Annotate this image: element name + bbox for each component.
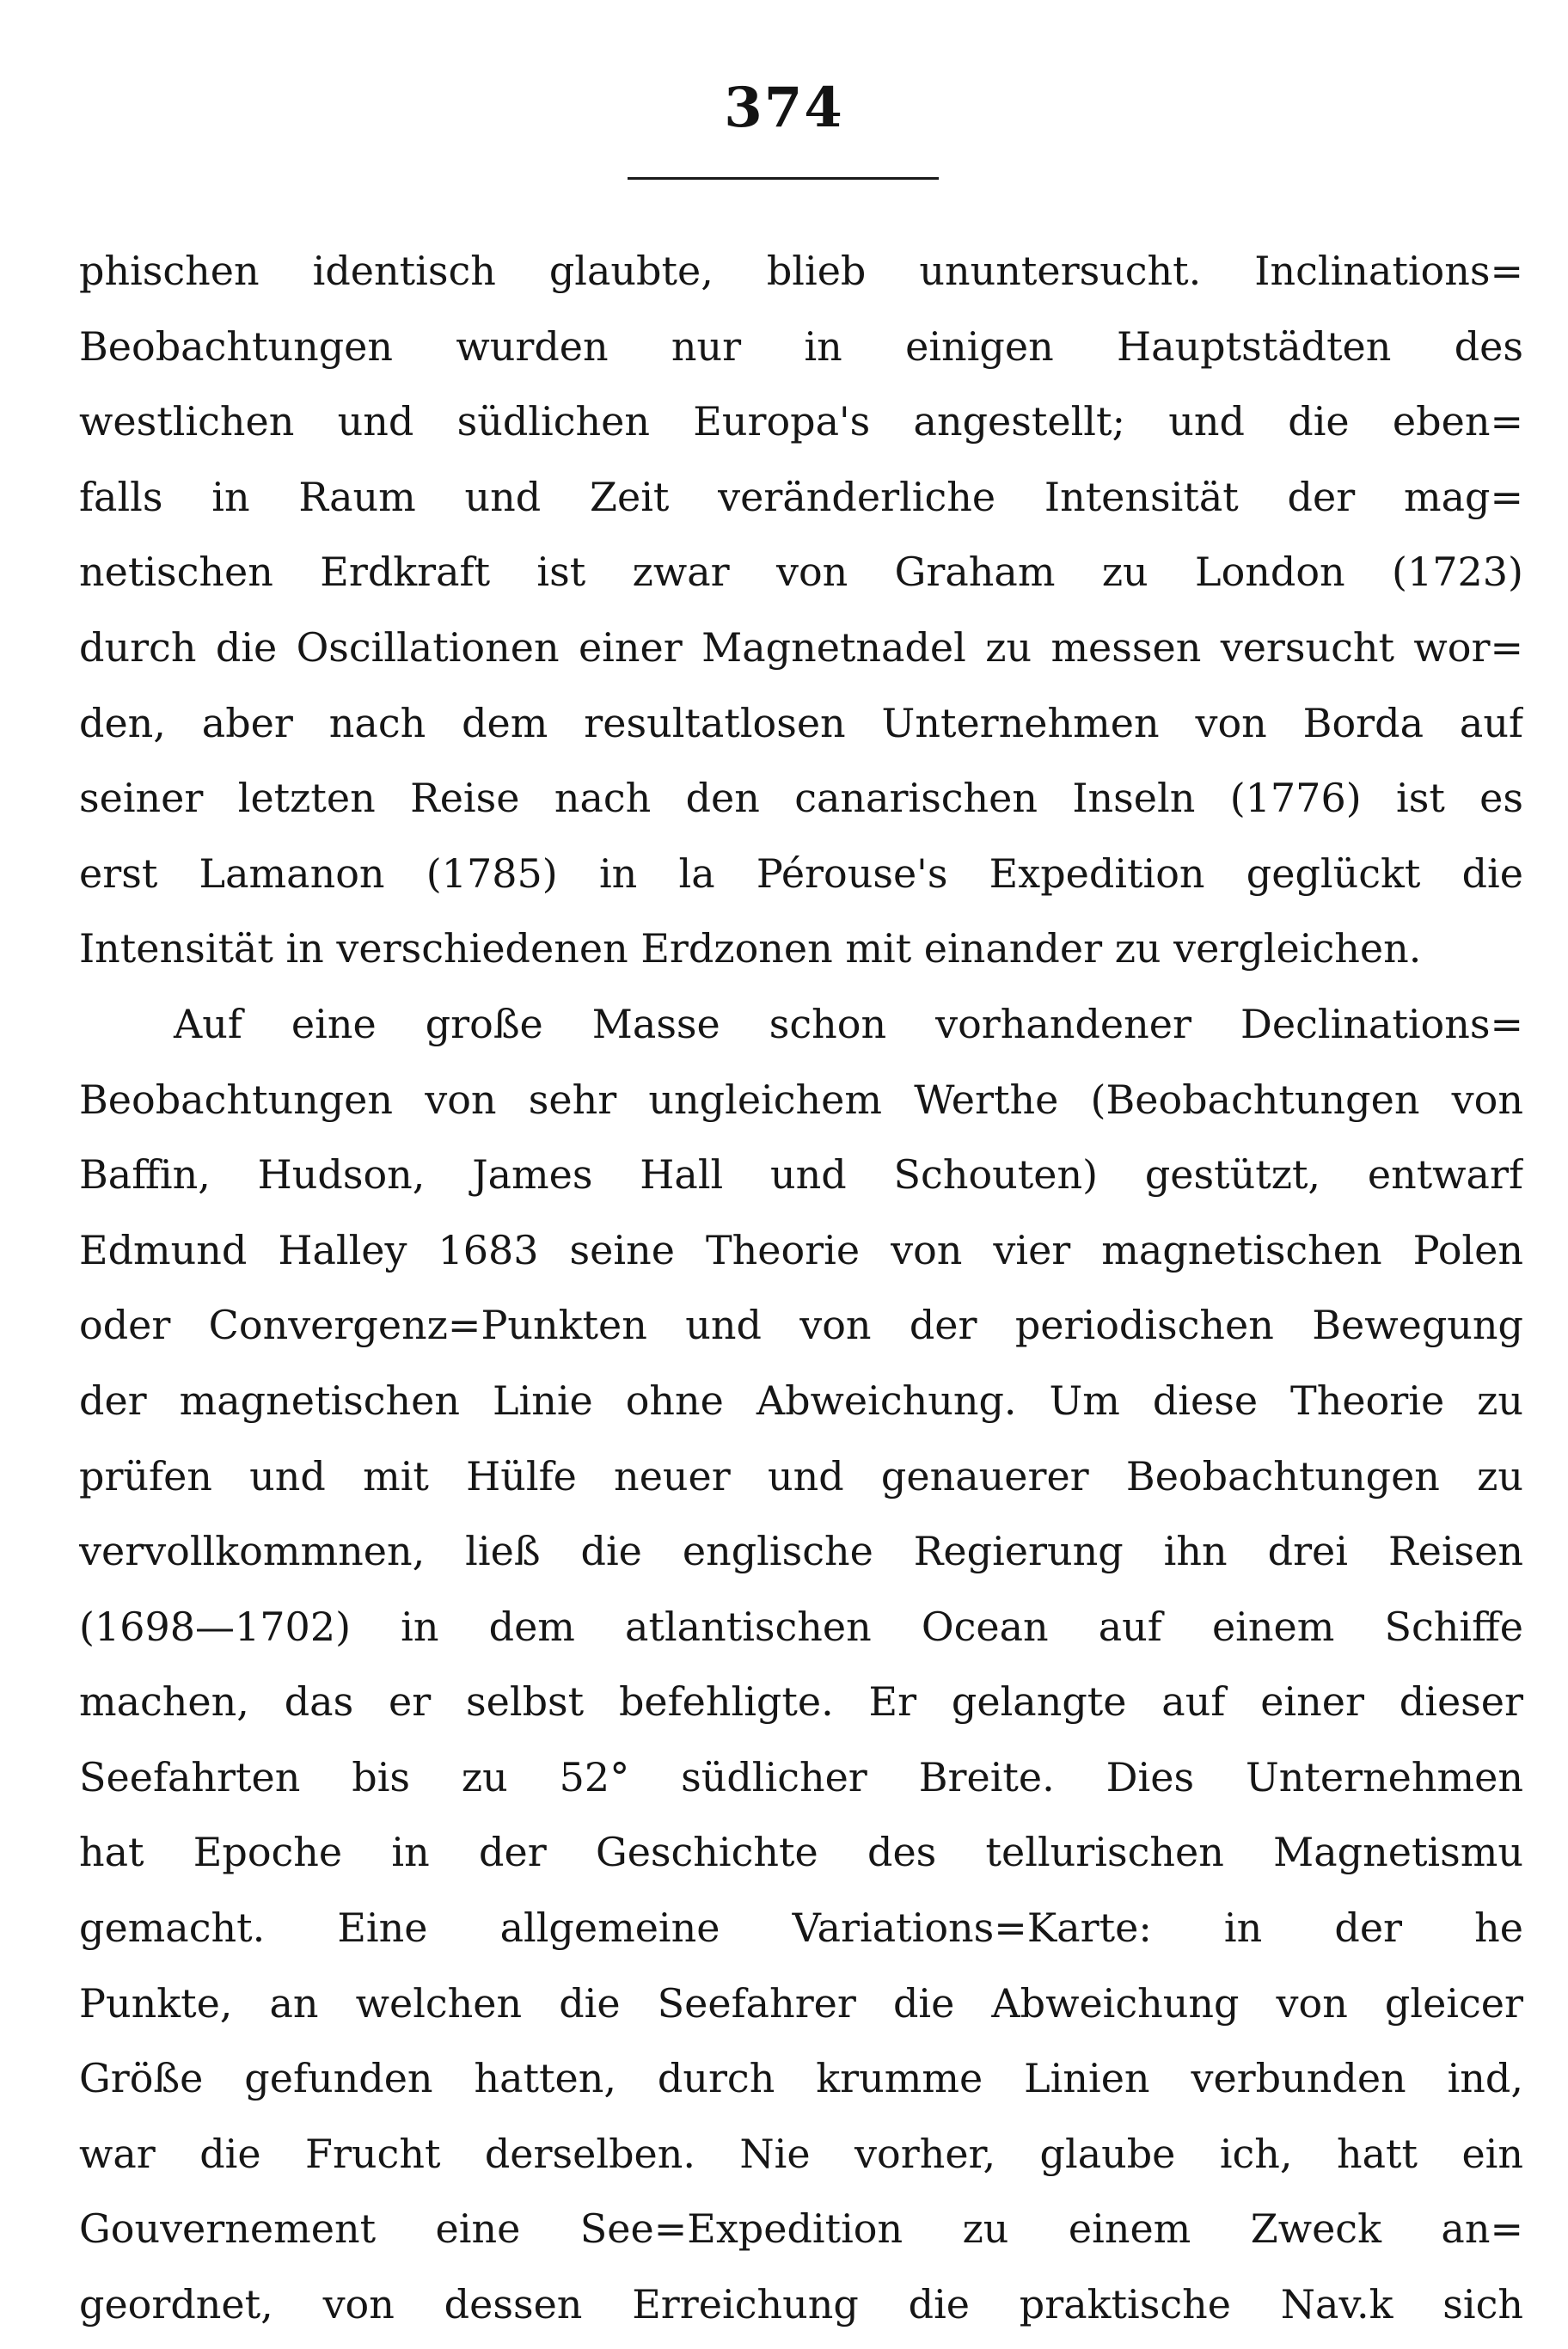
text-line: Intensität in verschiedenen Erdzonen mit einander zu vergleichen.: [79, 925, 1422, 972]
text-line: Baffin, Hudson, James Hall und Schouten) gestützt, entwarf: [79, 1151, 1523, 1199]
text-line: Gouvernement eine See=Expedition zu einem Zweck an=: [79, 2205, 1523, 2253]
text-line: Beobachtungen von sehr ungleichem Werthe (Beobachtungen von: [79, 1076, 1523, 1123]
text-line: netischen Erdkraft ist zwar von Graham zu London (1723): [79, 549, 1523, 596]
text-line: prüfen und mit Hülfe neuer und genauerer Beobachtungen zu: [79, 1452, 1523, 1500]
text-line: machen, das er selbst befehligte. Er gelangte auf einer dieser: [79, 1678, 1523, 1726]
text-line: Seefahrten bis zu 52° südlicher Breite. Dies Unternehmen: [79, 1753, 1523, 1800]
body-text: [79, 234, 1523, 2343]
text-line: erst Lamanon (1785) in la Pérouse's Expedition geglückt die: [79, 849, 1523, 897]
text-line: der magnetischen Linie ohne Abweichung. Um diese Theorie zu: [79, 1377, 1523, 1424]
text-line: oder Convergenz=Punkten und von der periodischen Bewegung: [79, 1302, 1523, 1349]
text-line: war die Frucht derselben. Nie vorher, glaube ich, hatt ein: [79, 2130, 1523, 2177]
text-line: den, aber nach dem resultatlosen Unternehmen von Borda auf: [79, 699, 1523, 746]
text-line: geordnet, von dessen Erreichung die praktische Nav.k sich: [79, 2281, 1523, 2328]
text-line: (1698—1702) in dem atlantischen Ocean auf einem Schiffe: [79, 1603, 1523, 1650]
header-rule: [628, 177, 939, 180]
text-line: falls in Raum und Zeit veränderliche Intensität der mag=: [79, 473, 1523, 520]
text-line-paragraph-start: Auf eine große Masse schon vorhandener Declinations=: [174, 1000, 1523, 1047]
text-line: durch die Oscillationen einer Magnetnadel zu messen versucht wor=: [79, 623, 1523, 671]
text-line: gemacht. Eine allgemeine Variations=Karte: in der he: [79, 1904, 1523, 1952]
text-line: westlichen und südlichen Europa's angestellt; und die eben=: [79, 398, 1523, 445]
text-line: Beobachtungen wurden nur in einigen Hauptstädten des: [79, 322, 1523, 370]
text-line: hat Epoche in der Geschichte des tellurischen Magnetismu: [79, 1829, 1523, 1876]
text-line: seiner letzten Reise nach den canarischen Inseln (1776) ist es: [79, 775, 1523, 822]
text-line: phischen identisch glaubte, blieb ununtersucht. Inclinations=: [79, 248, 1523, 294]
text-line: vervollkommnen, ließ die englische Regierung ihn drei Reisen: [79, 1528, 1523, 1575]
page-number: 374: [724, 76, 844, 140]
text-line: Edmund Halley 1683 seine Theorie von vier magnetischen Polen: [79, 1226, 1523, 1273]
text-line: Größe gefunden hatten, durch krumme Linien verbunden ind,: [79, 2055, 1523, 2102]
text-line: Punkte, an welchen die Seefahrer die Abweichung von gleicer: [79, 1979, 1523, 2027]
